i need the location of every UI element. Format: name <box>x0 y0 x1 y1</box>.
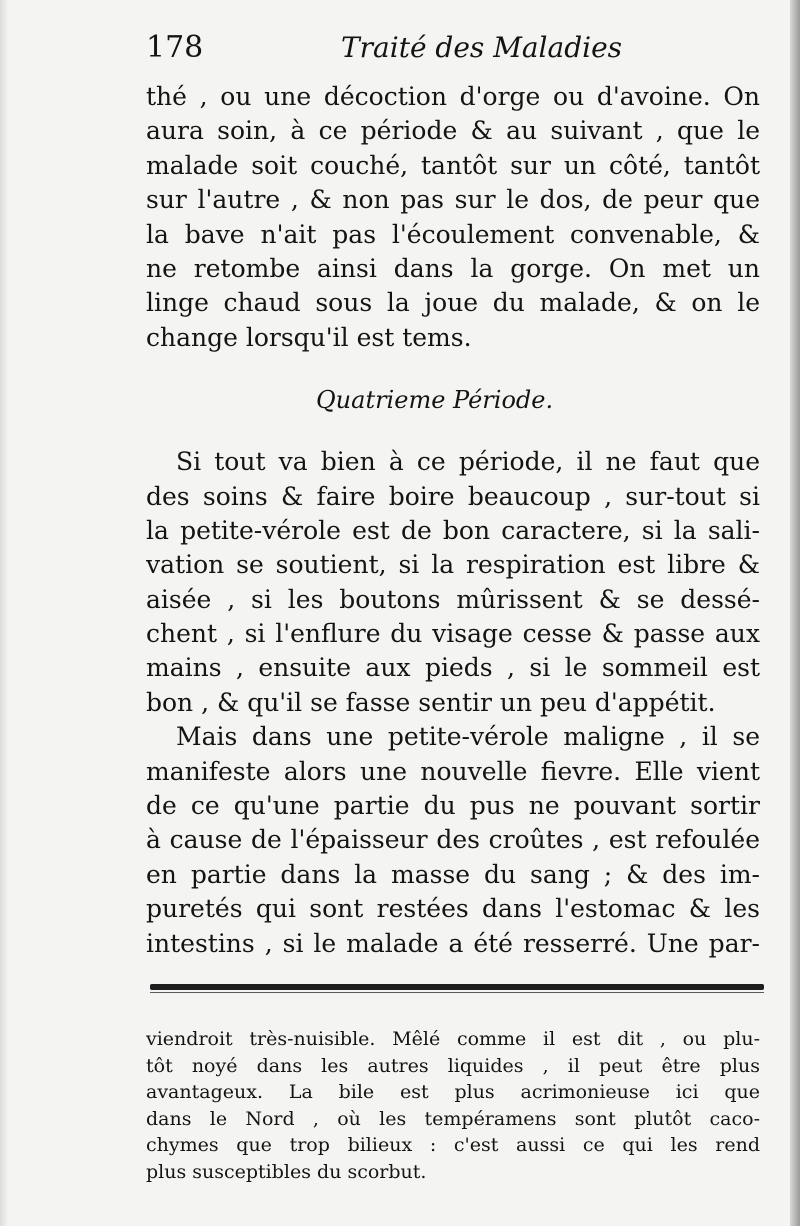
footnote-divider-rule-thin <box>150 992 764 993</box>
text-line: ne retombe ainsi dans la gorge. On met un <box>146 253 760 283</box>
footnote-line: chymes que trop bilieux : c'est aussi ce qui les rend <box>146 1134 760 1156</box>
text-line: en partie dans la masse du sang ; & des im- <box>146 859 760 889</box>
running-title: Traité des Maladies <box>341 31 623 64</box>
text-line: Si tout va bien à ce période, il ne faut que <box>176 447 760 477</box>
text-line: aura soin, à ce période & au suivant , que le <box>146 116 760 146</box>
text-line: mains , ensuite aux pieds , si le sommeil est <box>146 653 760 683</box>
text-line: thé , ou une décoction d'orge ou d'avoine. On <box>146 82 760 111</box>
footnote-line: tôt noyé dans les autres liquides , il peut être plus <box>146 1054 760 1077</box>
text-line: malade soit couché, tantôt sur un côté, tantôt <box>146 150 760 180</box>
text-line: change lorsqu'il est tems. <box>146 322 472 352</box>
main-text <box>146 80 760 961</box>
text-line: à cause de l'épaisseur des croûtes , est refoulée <box>146 825 760 855</box>
text-line: vation se soutient, si la respiration est libre & <box>146 550 760 580</box>
text-line: manifeste alors une nouvelle fievre. Elle vient <box>146 756 760 786</box>
text-line: sur l'autre , & non pas sur le dos, de peur que <box>146 185 760 215</box>
footnote-line: dans le Nord , où les tempéramens sont plutôt caco- <box>146 1107 760 1130</box>
page-header <box>146 28 766 68</box>
footnote-divider-rule <box>150 984 764 990</box>
text-line: bon , & qu'il se fasse sentir un peu d'appétit. <box>146 687 716 717</box>
text-line: aisée , si les boutons mûrissent & se dessé- <box>146 584 760 614</box>
text-line: linge chaud sous la joue du malade, & on le <box>146 288 760 318</box>
footnote-line: avantageux. La bile est plus acrimonieuse ici que <box>146 1081 760 1103</box>
text-line: intestins , si le malade a été resserré. Une par- <box>146 928 760 958</box>
text-line: la petite-vérole est de bon caractere, si la sali- <box>146 515 760 545</box>
page-number: 178 <box>146 30 204 65</box>
text-line: la bave n'ait pas l'écoulement convenable, & <box>146 219 760 249</box>
page-right-edge-shadow <box>790 0 800 1226</box>
footnote-line: viendroit très-nuisible. Mêlé comme il est dit , ou plu- <box>146 1028 760 1050</box>
footnote <box>146 1026 760 1185</box>
text-line: puretés qui sont restées dans l'estomac & les <box>146 894 760 924</box>
footnote-line: plus susceptibles du scorbut. <box>146 1160 427 1183</box>
text-line: chent , si l'enflure du visage cesse & passe aux <box>146 619 760 649</box>
page-left-edge-shadow <box>0 0 8 1226</box>
text-line: des soins & faire boire beaucoup , sur-tout si <box>146 481 760 511</box>
text-line: de ce qu'une partie du pus ne pouvant sortir <box>146 791 760 821</box>
section-heading: Quatrieme Période. <box>316 386 554 415</box>
text-line: Mais dans une petite-vérole maligne , il se <box>176 722 760 752</box>
